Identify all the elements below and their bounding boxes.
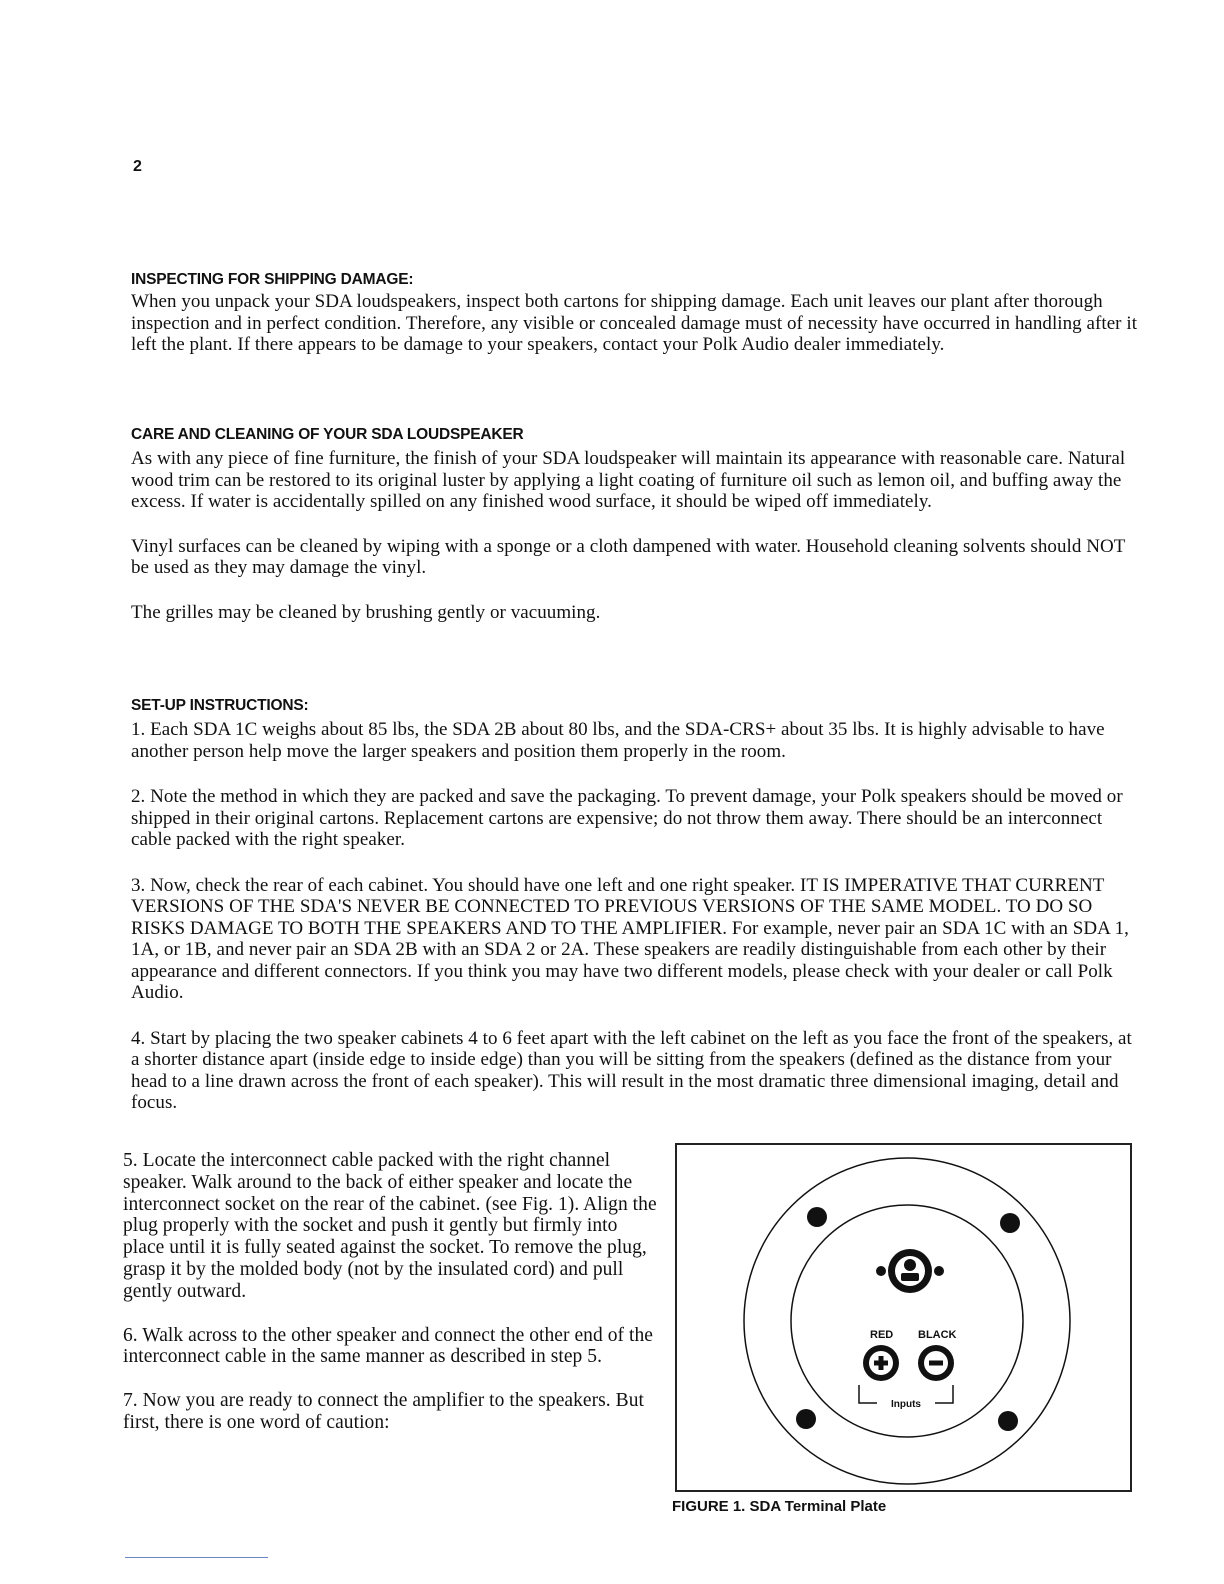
setup-section: [131, 697, 1141, 1114]
positive-terminal-icon: [863, 1345, 899, 1381]
care-paragraph-1: As with any piece of fine furniture, the finish of your SDA loudspeaker will maintain its appearance with reasonable care. Natural wood trim can be restored to its original luster by applying a light coating of furniture oil such as lemon oil, and buffing away the excess. If water is accidentally spilled on any finished wood surface, it should be wiped off immediately.: [131, 448, 1126, 512]
interconnect-socket-icon: [876, 1249, 944, 1293]
inspecting-heading: INSPECTING FOR SHIPPING DAMAGE:: [131, 271, 414, 288]
setup-step-3: 3. Now, check the rear of each cabinet. You should have one left and one right speaker. IT IS IMPERATIVE THAT CURRENT VERSIONS OF THE SDA'S NEVER BE CONNECTED TO PREVIOUS VERSIONS OF THE SAME MODEL. TO DO SO RISKS DAMAGE TO BOTH THE SPEAKERS AND TO THE AMPLIFIER. For example, never pair an SDA 1C with an SDA 1, 1A, or 1B, and never pair an SDA 2B with an SDA 2 or 2A. These speakers are readily distinguishable from each other by their appearance and different connectors. If you think you may have two different models, please check with your dealer or call Polk Audio.: [131, 874, 1129, 1003]
care-section: [131, 426, 1141, 623]
setup-left-column: [123, 1150, 658, 1434]
care-paragraph-2: Vinyl surfaces can be cleaned by wiping with a sponge or a cloth dampened with water. Household cleaning solvents should NOT be used as they may damage the vinyl.: [131, 535, 1126, 578]
page-number: 2: [133, 158, 142, 175]
label-red: RED: [870, 1329, 894, 1341]
inspecting-section: [131, 271, 1141, 356]
setup-step-6: 6. Walk across to the other speaker and connect the other end of the interconnect cable in the same manner as described in step 5.: [123, 1324, 653, 1368]
label-inputs: Inputs: [891, 1399, 921, 1410]
inspecting-body: When you unpack your SDA loudspeakers, inspect both cartons for shipping damage. Each unit leaves our plant after thorough inspection and in perfect condition. Therefore, any visible or concealed damage must of necessity have occurred in handling after it left the plant. If there appears to be damage to your speakers, contact your Polk Audio dealer immediately.: [131, 291, 1138, 355]
setup-step-7: 7. Now you are ready to connect the amplifier to the speakers. But first, there is one word of caution:: [123, 1390, 644, 1433]
figure-caption: FIGURE 1. SDA Terminal Plate: [672, 1498, 887, 1515]
mounting-screw-bottom-right: [998, 1411, 1018, 1431]
figure-terminal-plate: [675, 1143, 1132, 1492]
label-black: BLACK: [918, 1329, 957, 1341]
mounting-screw-top-left: [807, 1207, 827, 1227]
terminal-plate-diagram: [677, 1145, 1130, 1490]
setup-step-4: 4. Start by placing the two speaker cabinets 4 to 6 feet apart with the left cabinet on the left as you face the front of the speakers, at a shorter distance apart (inside edge to inside edge) than you will be sitting from the speakers (defined as the distance from your head to a line drawn across the front of each speaker). This will result in the most dramatic three dimensional imaging, detail and focus.: [131, 1027, 1132, 1113]
setup-heading: SET-UP INSTRUCTIONS:: [131, 697, 309, 714]
care-paragraph-3: The grilles may be cleaned by brushing gently or vacuuming.: [131, 601, 601, 623]
outer-plate-circle: [744, 1158, 1070, 1484]
setup-step-1: 1. Each SDA 1C weighs about 85 lbs, the SDA 2B about 80 lbs, and the SDA-CRS+ about 35 lbs. It is highly advisable to have another person help move the larger speakers and position them properly in the room.: [131, 719, 1105, 762]
negative-terminal-icon: [918, 1345, 954, 1381]
mounting-screw-bottom-left: [796, 1409, 816, 1429]
bottom-rule: [125, 1557, 268, 1558]
setup-step-5: 5. Locate the interconnect cable packed with the right channel speaker. Walk around to the back of either speaker and locate the interconnect socket on the rear of the cabinet. (see Fig. 1). Align the plug properly with the socket and push it gently but firmly into place until it is fully seated against the socket. To remove the plug, grasp it by the molded body (not by the insulated cord) and pull gently outward.: [123, 1150, 657, 1302]
setup-step-2: 2. Note the method in which they are packed and save the packaging. To prevent damage, your Polk speakers should be moved or shipped in their original cartons. Replacement cartons are expensive; do not throw them away. There should be an interconnect cable packed with the right speaker.: [131, 786, 1123, 850]
mounting-screw-top-right: [1000, 1213, 1020, 1233]
care-heading: CARE AND CLEANING OF YOUR SDA LOUDSPEAKER: [131, 426, 524, 443]
